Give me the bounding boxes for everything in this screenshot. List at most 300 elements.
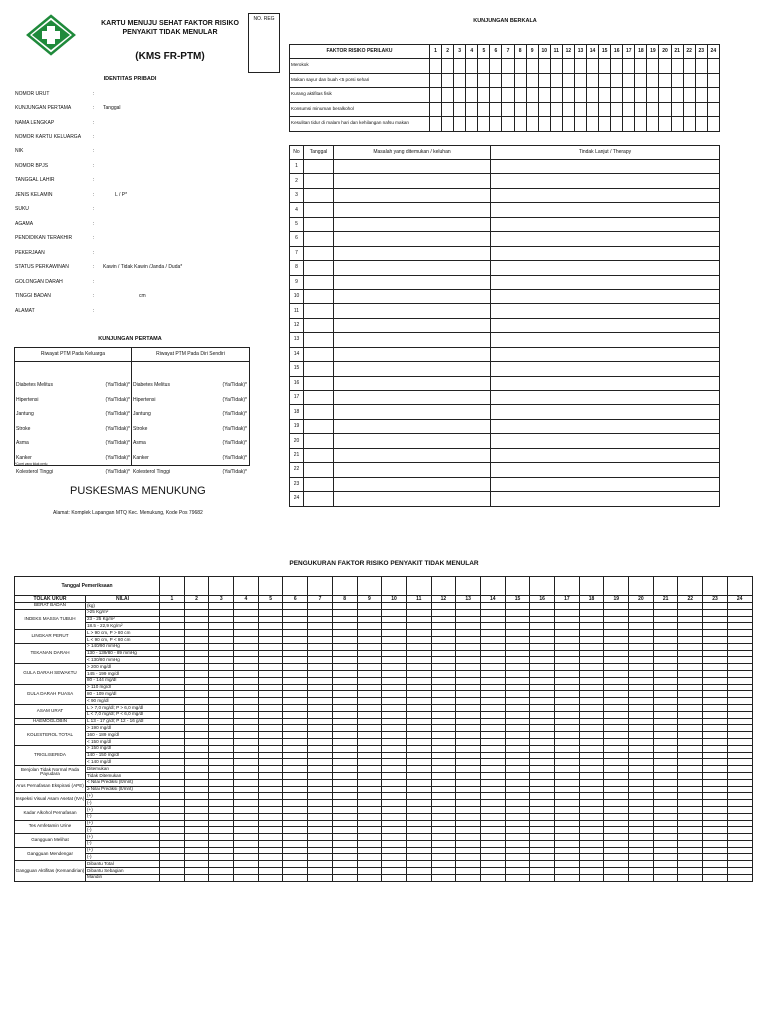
pengukuran-cell[interactable] bbox=[629, 827, 654, 834]
pengukuran-cell[interactable] bbox=[382, 718, 407, 725]
pengukuran-cell[interactable] bbox=[505, 725, 530, 732]
pengukuran-cell[interactable] bbox=[530, 711, 555, 718]
pengukuran-cell[interactable] bbox=[456, 732, 481, 739]
pengukuran-cell[interactable] bbox=[258, 874, 283, 881]
pengukuran-cell[interactable] bbox=[678, 603, 703, 610]
pengukuran-cell[interactable] bbox=[382, 657, 407, 664]
pengukuran-cell[interactable] bbox=[703, 786, 728, 793]
pengukuran-cell[interactable] bbox=[678, 725, 703, 732]
pengukuran-cell[interactable] bbox=[431, 684, 456, 691]
faktor-check-cell[interactable] bbox=[707, 102, 719, 117]
pengukuran-cell[interactable] bbox=[209, 677, 234, 684]
pengukuran-cell[interactable] bbox=[184, 779, 209, 786]
pengukuran-cell[interactable] bbox=[604, 752, 629, 759]
masalah-tindak-cell[interactable] bbox=[491, 463, 720, 477]
masalah-tanggal-cell[interactable] bbox=[304, 419, 334, 433]
masalah-tindak-cell[interactable] bbox=[491, 217, 720, 231]
pengukuran-cell[interactable] bbox=[653, 609, 678, 616]
pengukuran-cell[interactable] bbox=[209, 847, 234, 854]
pengukuran-cell[interactable] bbox=[653, 630, 678, 637]
pengukuran-cell[interactable] bbox=[555, 718, 580, 725]
pengukuran-cell[interactable] bbox=[678, 704, 703, 711]
tanggal-cell[interactable] bbox=[629, 577, 654, 596]
pengukuran-cell[interactable] bbox=[357, 630, 382, 637]
pengukuran-cell[interactable] bbox=[332, 820, 357, 827]
pengukuran-cell[interactable] bbox=[530, 752, 555, 759]
faktor-check-cell[interactable] bbox=[623, 73, 635, 88]
pengukuran-cell[interactable] bbox=[209, 691, 234, 698]
masalah-keluhan-cell[interactable] bbox=[334, 405, 491, 419]
pengukuran-cell[interactable] bbox=[579, 752, 604, 759]
pengukuran-cell[interactable] bbox=[604, 813, 629, 820]
pengukuran-cell[interactable] bbox=[480, 827, 505, 834]
pengukuran-cell[interactable] bbox=[579, 684, 604, 691]
pengukuran-cell[interactable] bbox=[406, 800, 431, 807]
faktor-check-cell[interactable] bbox=[599, 102, 611, 117]
pengukuran-cell[interactable] bbox=[505, 704, 530, 711]
pengukuran-cell[interactable] bbox=[258, 725, 283, 732]
faktor-check-cell[interactable] bbox=[490, 88, 502, 103]
faktor-check-cell[interactable] bbox=[562, 59, 574, 74]
pengukuran-cell[interactable] bbox=[258, 806, 283, 813]
pengukuran-cell[interactable] bbox=[382, 725, 407, 732]
masalah-tanggal-cell[interactable] bbox=[304, 333, 334, 347]
pengukuran-cell[interactable] bbox=[184, 670, 209, 677]
pengukuran-cell[interactable] bbox=[456, 834, 481, 841]
pengukuran-cell[interactable] bbox=[357, 711, 382, 718]
pengukuran-cell[interactable] bbox=[456, 766, 481, 773]
pengukuran-cell[interactable] bbox=[555, 793, 580, 800]
pengukuran-cell[interactable] bbox=[357, 704, 382, 711]
pengukuran-cell[interactable] bbox=[505, 616, 530, 623]
pengukuran-cell[interactable] bbox=[505, 623, 530, 630]
pengukuran-cell[interactable] bbox=[579, 800, 604, 807]
faktor-check-cell[interactable] bbox=[526, 117, 538, 132]
pengukuran-cell[interactable] bbox=[406, 684, 431, 691]
pengukuran-cell[interactable] bbox=[456, 813, 481, 820]
pengukuran-cell[interactable] bbox=[579, 874, 604, 881]
pengukuran-cell[interactable] bbox=[308, 738, 333, 745]
pengukuran-cell[interactable] bbox=[431, 698, 456, 705]
masalah-tanggal-cell[interactable] bbox=[304, 492, 334, 506]
faktor-check-cell[interactable] bbox=[538, 59, 550, 74]
pengukuran-cell[interactable] bbox=[678, 657, 703, 664]
pengukuran-cell[interactable] bbox=[678, 820, 703, 827]
pengukuran-cell[interactable] bbox=[234, 868, 259, 875]
pengukuran-cell[interactable] bbox=[456, 650, 481, 657]
pengukuran-cell[interactable] bbox=[209, 800, 234, 807]
pengukuran-cell[interactable] bbox=[258, 704, 283, 711]
pengukuran-cell[interactable] bbox=[283, 854, 308, 861]
faktor-check-cell[interactable] bbox=[635, 88, 647, 103]
pengukuran-cell[interactable] bbox=[653, 766, 678, 773]
pengukuran-cell[interactable] bbox=[332, 861, 357, 868]
faktor-check-cell[interactable] bbox=[550, 88, 562, 103]
pengukuran-cell[interactable] bbox=[530, 725, 555, 732]
pengukuran-cell[interactable] bbox=[703, 677, 728, 684]
pengukuran-cell[interactable] bbox=[530, 664, 555, 671]
pengukuran-cell[interactable] bbox=[160, 704, 185, 711]
pengukuran-cell[interactable] bbox=[579, 677, 604, 684]
masalah-tanggal-cell[interactable] bbox=[304, 391, 334, 405]
pengukuran-cell[interactable] bbox=[703, 800, 728, 807]
pengukuran-cell[interactable] bbox=[703, 623, 728, 630]
pengukuran-cell[interactable] bbox=[283, 874, 308, 881]
pengukuran-cell[interactable] bbox=[604, 840, 629, 847]
riwayat-answer[interactable]: (Ya/Tidak)* bbox=[105, 440, 130, 446]
faktor-check-cell[interactable] bbox=[647, 88, 659, 103]
pengukuran-cell[interactable] bbox=[629, 806, 654, 813]
pengukuran-cell[interactable] bbox=[209, 732, 234, 739]
pengukuran-cell[interactable] bbox=[308, 786, 333, 793]
pengukuran-cell[interactable] bbox=[456, 854, 481, 861]
pengukuran-cell[interactable] bbox=[357, 616, 382, 623]
pengukuran-cell[interactable] bbox=[604, 643, 629, 650]
pengukuran-cell[interactable] bbox=[727, 725, 752, 732]
pengukuran-cell[interactable] bbox=[283, 772, 308, 779]
pengukuran-cell[interactable] bbox=[703, 609, 728, 616]
pengukuran-cell[interactable] bbox=[258, 738, 283, 745]
pengukuran-cell[interactable] bbox=[555, 868, 580, 875]
pengukuran-cell[interactable] bbox=[431, 636, 456, 643]
pengukuran-cell[interactable] bbox=[332, 643, 357, 650]
pengukuran-cell[interactable] bbox=[209, 684, 234, 691]
pengukuran-cell[interactable] bbox=[258, 657, 283, 664]
masalah-tanggal-cell[interactable] bbox=[304, 217, 334, 231]
pengukuran-cell[interactable] bbox=[579, 786, 604, 793]
faktor-check-cell[interactable] bbox=[635, 102, 647, 117]
pengukuran-cell[interactable] bbox=[579, 664, 604, 671]
pengukuran-cell[interactable] bbox=[332, 772, 357, 779]
pengukuran-cell[interactable] bbox=[406, 854, 431, 861]
pengukuran-cell[interactable] bbox=[382, 759, 407, 766]
pengukuran-cell[interactable] bbox=[184, 616, 209, 623]
pengukuran-cell[interactable] bbox=[406, 623, 431, 630]
pengukuran-cell[interactable] bbox=[357, 657, 382, 664]
pengukuran-cell[interactable] bbox=[456, 793, 481, 800]
pengukuran-cell[interactable] bbox=[184, 820, 209, 827]
tanggal-cell[interactable] bbox=[209, 577, 234, 596]
faktor-check-cell[interactable] bbox=[574, 59, 586, 74]
pengukuran-cell[interactable] bbox=[283, 616, 308, 623]
pengukuran-cell[interactable] bbox=[184, 854, 209, 861]
pengukuran-cell[interactable] bbox=[678, 847, 703, 854]
pengukuran-cell[interactable] bbox=[431, 834, 456, 841]
pengukuran-cell[interactable] bbox=[480, 704, 505, 711]
pengukuran-cell[interactable] bbox=[703, 772, 728, 779]
pengukuran-cell[interactable] bbox=[703, 793, 728, 800]
pengukuran-cell[interactable] bbox=[258, 664, 283, 671]
masalah-tanggal-cell[interactable] bbox=[304, 405, 334, 419]
pengukuran-cell[interactable] bbox=[184, 684, 209, 691]
pengukuran-cell[interactable] bbox=[480, 603, 505, 610]
pengukuran-cell[interactable] bbox=[308, 847, 333, 854]
pengukuran-cell[interactable] bbox=[629, 698, 654, 705]
pengukuran-cell[interactable] bbox=[357, 643, 382, 650]
pengukuran-cell[interactable] bbox=[555, 725, 580, 732]
pengukuran-cell[interactable] bbox=[604, 609, 629, 616]
pengukuran-cell[interactable] bbox=[505, 772, 530, 779]
pengukuran-cell[interactable] bbox=[653, 745, 678, 752]
pengukuran-cell[interactable] bbox=[234, 806, 259, 813]
faktor-check-cell[interactable] bbox=[683, 102, 695, 117]
pengukuran-cell[interactable] bbox=[382, 772, 407, 779]
pengukuran-cell[interactable] bbox=[480, 772, 505, 779]
no-reg-box[interactable] bbox=[248, 13, 280, 73]
pengukuran-cell[interactable] bbox=[184, 766, 209, 773]
pengukuran-cell[interactable] bbox=[480, 752, 505, 759]
pengukuran-cell[interactable] bbox=[308, 813, 333, 820]
pengukuran-cell[interactable] bbox=[357, 609, 382, 616]
pengukuran-cell[interactable] bbox=[184, 623, 209, 630]
pengukuran-cell[interactable] bbox=[505, 840, 530, 847]
pengukuran-cell[interactable] bbox=[283, 759, 308, 766]
pengukuran-cell[interactable] bbox=[604, 745, 629, 752]
pengukuran-cell[interactable] bbox=[258, 861, 283, 868]
pengukuran-cell[interactable] bbox=[653, 840, 678, 847]
masalah-tanggal-cell[interactable] bbox=[304, 160, 334, 174]
pengukuran-cell[interactable] bbox=[332, 874, 357, 881]
faktor-check-cell[interactable] bbox=[454, 73, 466, 88]
pengukuran-cell[interactable] bbox=[209, 861, 234, 868]
pengukuran-cell[interactable] bbox=[308, 650, 333, 657]
pengukuran-cell[interactable] bbox=[727, 664, 752, 671]
riwayat-answer[interactable]: (Ya/Tidak)* bbox=[105, 396, 130, 403]
pengukuran-cell[interactable] bbox=[209, 711, 234, 718]
pengukuran-cell[interactable] bbox=[184, 677, 209, 684]
pengukuran-cell[interactable] bbox=[579, 847, 604, 854]
pengukuran-cell[interactable] bbox=[382, 854, 407, 861]
pengukuran-cell[interactable] bbox=[530, 616, 555, 623]
pengukuran-cell[interactable] bbox=[234, 698, 259, 705]
pengukuran-cell[interactable] bbox=[184, 704, 209, 711]
faktor-check-cell[interactable] bbox=[587, 73, 599, 88]
pengukuran-cell[interactable] bbox=[629, 800, 654, 807]
pengukuran-cell[interactable] bbox=[431, 793, 456, 800]
pengukuran-cell[interactable] bbox=[234, 657, 259, 664]
pengukuran-cell[interactable] bbox=[406, 779, 431, 786]
pengukuran-cell[interactable] bbox=[456, 738, 481, 745]
pengukuran-cell[interactable] bbox=[604, 630, 629, 637]
pengukuran-cell[interactable] bbox=[332, 636, 357, 643]
pengukuran-cell[interactable] bbox=[555, 738, 580, 745]
pengukuran-cell[interactable] bbox=[160, 827, 185, 834]
pengukuran-cell[interactable] bbox=[160, 698, 185, 705]
pengukuran-cell[interactable] bbox=[308, 603, 333, 610]
masalah-keluhan-cell[interactable] bbox=[334, 246, 491, 260]
pengukuran-cell[interactable] bbox=[579, 759, 604, 766]
pengukuran-cell[interactable] bbox=[431, 718, 456, 725]
pengukuran-cell[interactable] bbox=[727, 684, 752, 691]
pengukuran-cell[interactable] bbox=[431, 759, 456, 766]
pengukuran-cell[interactable] bbox=[480, 711, 505, 718]
masalah-tanggal-cell[interactable] bbox=[304, 448, 334, 462]
pengukuran-cell[interactable] bbox=[209, 698, 234, 705]
pengukuran-cell[interactable] bbox=[332, 779, 357, 786]
pengukuran-cell[interactable] bbox=[332, 813, 357, 820]
pengukuran-cell[interactable] bbox=[283, 840, 308, 847]
pengukuran-cell[interactable] bbox=[678, 834, 703, 841]
faktor-check-cell[interactable] bbox=[490, 117, 502, 132]
pengukuran-cell[interactable] bbox=[703, 603, 728, 610]
pengukuran-cell[interactable] bbox=[456, 616, 481, 623]
faktor-check-cell[interactable] bbox=[623, 88, 635, 103]
pengukuran-cell[interactable] bbox=[703, 711, 728, 718]
pengukuran-cell[interactable] bbox=[332, 827, 357, 834]
faktor-check-cell[interactable] bbox=[611, 117, 623, 132]
pengukuran-cell[interactable] bbox=[604, 827, 629, 834]
pengukuran-cell[interactable] bbox=[382, 711, 407, 718]
pengukuran-cell[interactable] bbox=[184, 800, 209, 807]
pengukuran-cell[interactable] bbox=[456, 745, 481, 752]
faktor-check-cell[interactable] bbox=[514, 88, 526, 103]
pengukuran-cell[interactable] bbox=[308, 670, 333, 677]
pengukuran-cell[interactable] bbox=[431, 800, 456, 807]
pengukuran-cell[interactable] bbox=[727, 732, 752, 739]
pengukuran-cell[interactable] bbox=[604, 868, 629, 875]
pengukuran-cell[interactable] bbox=[160, 657, 185, 664]
pengukuran-cell[interactable] bbox=[727, 609, 752, 616]
faktor-check-cell[interactable] bbox=[671, 117, 683, 132]
pengukuran-cell[interactable] bbox=[357, 861, 382, 868]
pengukuran-cell[interactable] bbox=[234, 779, 259, 786]
pengukuran-cell[interactable] bbox=[308, 840, 333, 847]
pengukuran-cell[interactable] bbox=[456, 772, 481, 779]
pengukuran-cell[interactable] bbox=[629, 643, 654, 650]
pengukuran-cell[interactable] bbox=[653, 861, 678, 868]
pengukuran-cell[interactable] bbox=[184, 725, 209, 732]
pengukuran-cell[interactable] bbox=[258, 793, 283, 800]
pengukuran-cell[interactable] bbox=[555, 732, 580, 739]
pengukuran-cell[interactable] bbox=[357, 806, 382, 813]
pengukuran-cell[interactable] bbox=[653, 806, 678, 813]
pengukuran-cell[interactable] bbox=[357, 636, 382, 643]
pengukuran-cell[interactable] bbox=[678, 752, 703, 759]
pengukuran-cell[interactable] bbox=[678, 732, 703, 739]
pengukuran-cell[interactable] bbox=[431, 657, 456, 664]
tanggal-cell[interactable] bbox=[653, 577, 678, 596]
pengukuran-cell[interactable] bbox=[629, 677, 654, 684]
pengukuran-cell[interactable] bbox=[283, 718, 308, 725]
pengukuran-cell[interactable] bbox=[258, 759, 283, 766]
pengukuran-cell[interactable] bbox=[555, 759, 580, 766]
pengukuran-cell[interactable] bbox=[579, 704, 604, 711]
tanggal-cell[interactable] bbox=[530, 577, 555, 596]
pengukuran-cell[interactable] bbox=[431, 813, 456, 820]
pengukuran-cell[interactable] bbox=[234, 603, 259, 610]
pengukuran-cell[interactable] bbox=[629, 711, 654, 718]
pengukuran-cell[interactable] bbox=[184, 786, 209, 793]
pengukuran-cell[interactable] bbox=[332, 800, 357, 807]
faktor-check-cell[interactable] bbox=[574, 73, 586, 88]
pengukuran-cell[interactable] bbox=[653, 732, 678, 739]
pengukuran-cell[interactable] bbox=[406, 759, 431, 766]
pengukuran-cell[interactable] bbox=[406, 664, 431, 671]
pengukuran-cell[interactable] bbox=[209, 643, 234, 650]
pengukuran-cell[interactable] bbox=[332, 725, 357, 732]
pengukuran-cell[interactable] bbox=[234, 684, 259, 691]
pengukuran-cell[interactable] bbox=[382, 670, 407, 677]
pengukuran-cell[interactable] bbox=[332, 793, 357, 800]
pengukuran-cell[interactable] bbox=[184, 657, 209, 664]
pengukuran-cell[interactable] bbox=[431, 704, 456, 711]
pengukuran-cell[interactable] bbox=[184, 874, 209, 881]
pengukuran-cell[interactable] bbox=[530, 698, 555, 705]
faktor-check-cell[interactable] bbox=[683, 73, 695, 88]
pengukuran-cell[interactable] bbox=[530, 834, 555, 841]
masalah-tindak-cell[interactable] bbox=[491, 232, 720, 246]
pengukuran-cell[interactable] bbox=[332, 664, 357, 671]
tanggal-cell[interactable] bbox=[456, 577, 481, 596]
pengukuran-cell[interactable] bbox=[505, 732, 530, 739]
pengukuran-cell[interactable] bbox=[480, 759, 505, 766]
pengukuran-cell[interactable] bbox=[629, 745, 654, 752]
pengukuran-cell[interactable] bbox=[505, 813, 530, 820]
pengukuran-cell[interactable] bbox=[678, 779, 703, 786]
pengukuran-cell[interactable] bbox=[530, 759, 555, 766]
pengukuran-cell[interactable] bbox=[530, 691, 555, 698]
pengukuran-cell[interactable] bbox=[258, 603, 283, 610]
pengukuran-cell[interactable] bbox=[579, 650, 604, 657]
pengukuran-cell[interactable] bbox=[505, 847, 530, 854]
pengukuran-cell[interactable] bbox=[703, 820, 728, 827]
masalah-keluhan-cell[interactable] bbox=[334, 318, 491, 332]
pengukuran-cell[interactable] bbox=[678, 813, 703, 820]
masalah-tindak-cell[interactable] bbox=[491, 174, 720, 188]
pengukuran-cell[interactable] bbox=[579, 643, 604, 650]
masalah-tanggal-cell[interactable] bbox=[304, 376, 334, 390]
pengukuran-cell[interactable] bbox=[308, 868, 333, 875]
pengukuran-cell[interactable] bbox=[480, 643, 505, 650]
pengukuran-cell[interactable] bbox=[332, 732, 357, 739]
pengukuran-cell[interactable] bbox=[308, 684, 333, 691]
pengukuran-cell[interactable] bbox=[184, 603, 209, 610]
pengukuran-cell[interactable] bbox=[184, 827, 209, 834]
pengukuran-cell[interactable] bbox=[209, 874, 234, 881]
masalah-keluhan-cell[interactable] bbox=[334, 160, 491, 174]
pengukuran-cell[interactable] bbox=[332, 840, 357, 847]
pengukuran-cell[interactable] bbox=[209, 603, 234, 610]
pengukuran-cell[interactable] bbox=[332, 691, 357, 698]
tanggal-cell[interactable] bbox=[480, 577, 505, 596]
pengukuran-cell[interactable] bbox=[234, 786, 259, 793]
masalah-tindak-cell[interactable] bbox=[491, 391, 720, 405]
pengukuran-cell[interactable] bbox=[431, 827, 456, 834]
pengukuran-cell[interactable] bbox=[308, 759, 333, 766]
pengukuran-cell[interactable] bbox=[406, 874, 431, 881]
pengukuran-cell[interactable] bbox=[234, 630, 259, 637]
pengukuran-cell[interactable] bbox=[184, 609, 209, 616]
faktor-check-cell[interactable] bbox=[635, 117, 647, 132]
pengukuran-cell[interactable] bbox=[283, 806, 308, 813]
faktor-check-cell[interactable] bbox=[466, 102, 478, 117]
faktor-check-cell[interactable] bbox=[430, 88, 442, 103]
pengukuran-cell[interactable] bbox=[678, 827, 703, 834]
pengukuran-cell[interactable] bbox=[234, 732, 259, 739]
pengukuran-cell[interactable] bbox=[209, 657, 234, 664]
pengukuran-cell[interactable] bbox=[406, 725, 431, 732]
pengukuran-cell[interactable] bbox=[357, 766, 382, 773]
masalah-tanggal-cell[interactable] bbox=[304, 246, 334, 260]
pengukuran-cell[interactable] bbox=[678, 874, 703, 881]
pengukuran-cell[interactable] bbox=[234, 820, 259, 827]
pengukuran-cell[interactable] bbox=[480, 813, 505, 820]
pengukuran-cell[interactable] bbox=[382, 806, 407, 813]
pengukuran-cell[interactable] bbox=[357, 725, 382, 732]
pengukuran-cell[interactable] bbox=[209, 813, 234, 820]
pengukuran-cell[interactable] bbox=[579, 820, 604, 827]
pengukuran-cell[interactable] bbox=[382, 766, 407, 773]
